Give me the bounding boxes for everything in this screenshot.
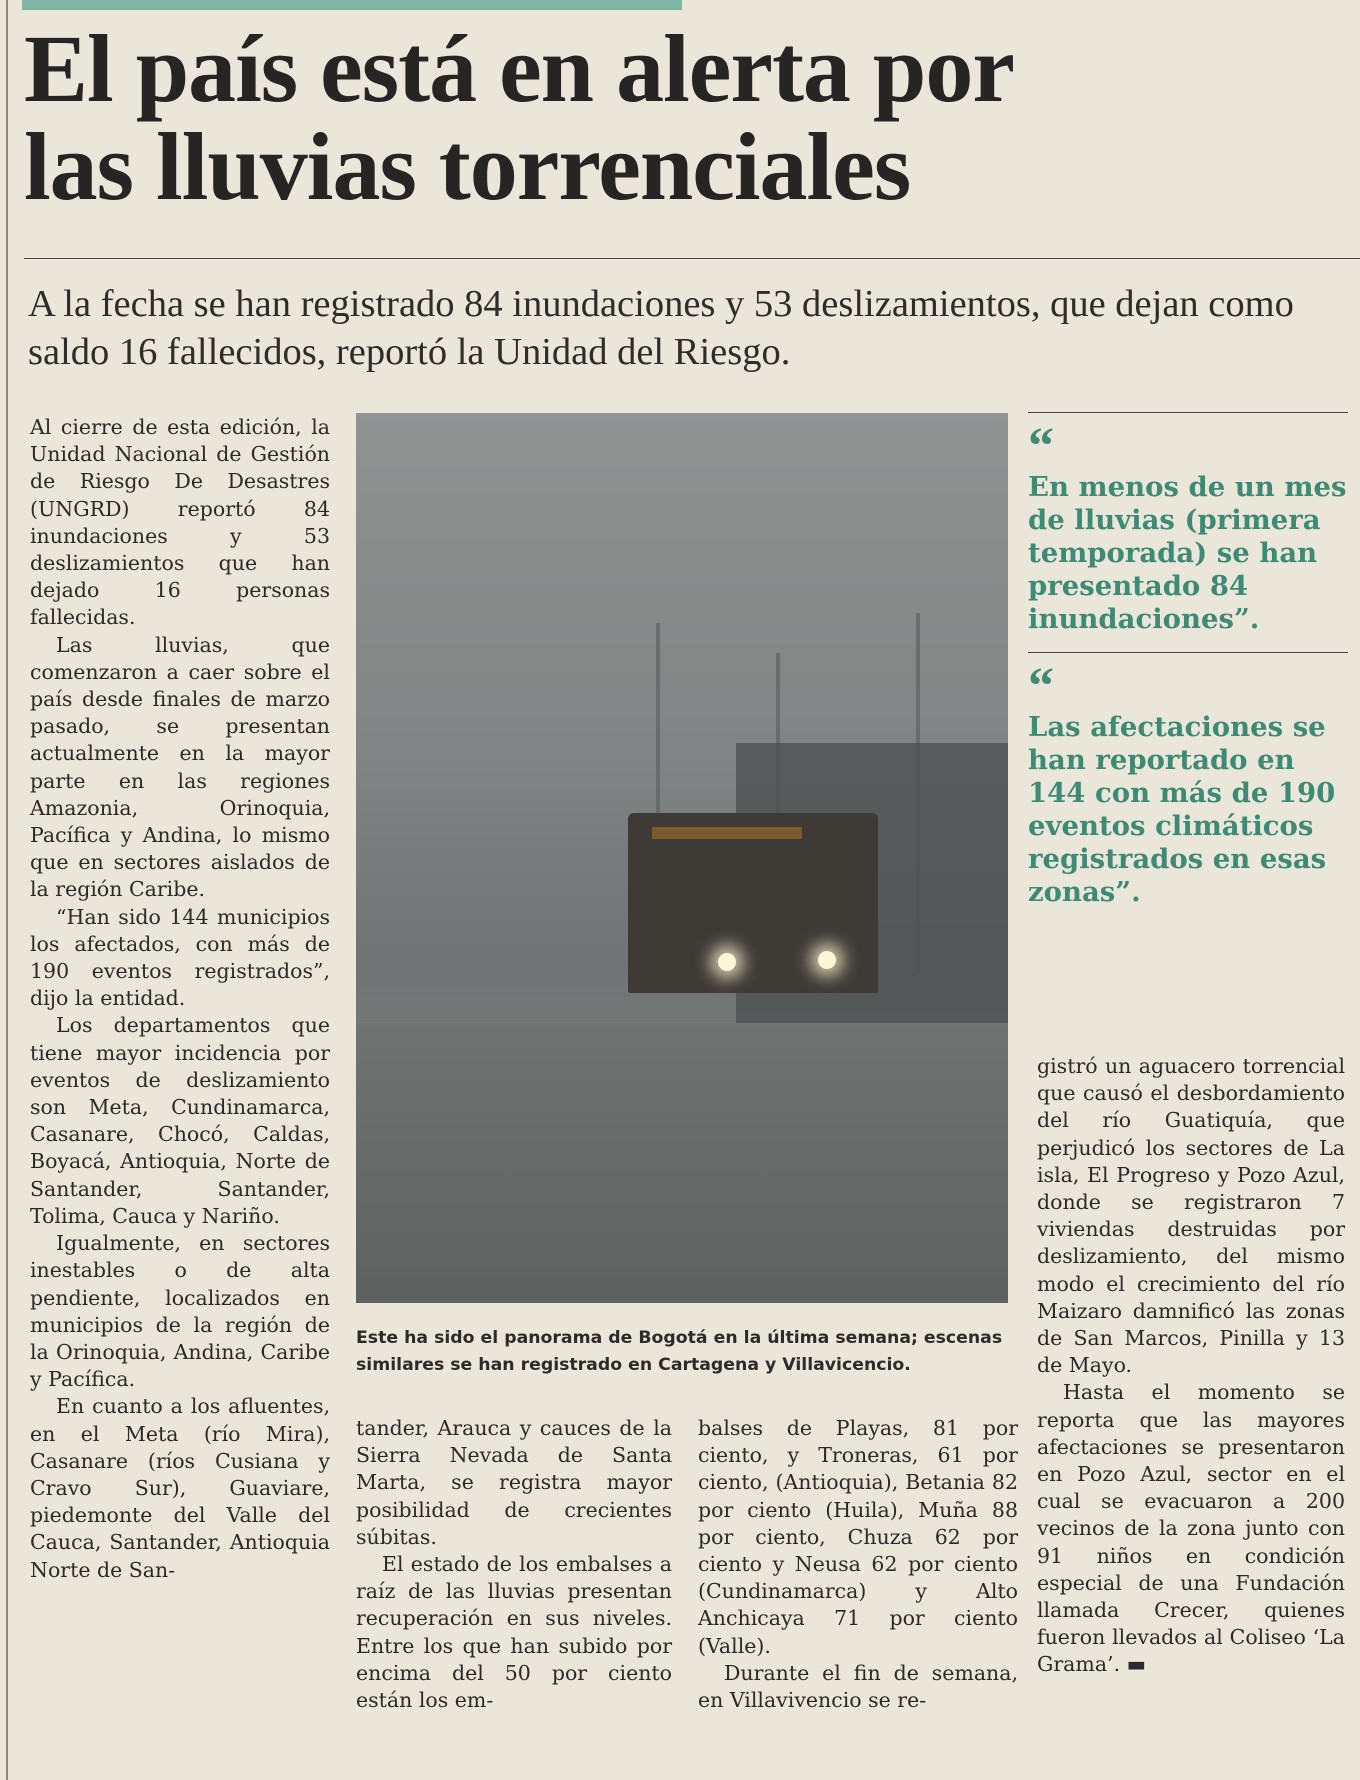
photo-caption: Este ha sido el panorama de Bogotá en la última semana; escenas similares se han registrado en Cartagena y Villavicencio. — [356, 1328, 1003, 1375]
paragraph: El estado de los embalses a raíz de las lluvias presentan recuperación en sus niveles. Entre los que han subido por encima del 50 por ciento están los em- — [356, 1552, 672, 1713]
pull-quote: En menos de un mes de lluvias (primera temporada) se han presentado 84 inundaciones”. — [1028, 471, 1347, 635]
quote-mark: “ — [1028, 418, 1054, 475]
paragraph: Las lluvias, que comenzaron a caer sobre el país desde finales de marzo pasado, se presentan actualmente en la mayor parte en las regiones Amazonia, Orinoquia, Pacífica y Andina, lo mismo que en sectores aislados de la región Caribe. — [30, 632, 330, 902]
bus — [628, 813, 878, 993]
news-photo-foggy-bus — [356, 413, 1008, 1303]
paragraph-text: Hasta el momento se reporta que las mayores afectaciones se presentaron en Pozo Azul, sector en el cual se evacuaron a 200 vecinos de la zona junto con 91 niños en condición especial de una Fundación llamada Crecer, quienes fueron llevados al Coliseo ‘La Grama’. — [1037, 1380, 1345, 1677]
section-color-bar — [22, 0, 682, 10]
paragraph: gistró un aguacero torrencial que causó el desbordamiento del río Guatiquía, que perjudicó los sectores de La isla, El Progreso y Pozo Azul, donde se registraron 7 viviendas destruidas por deslizamiento, del mismo modo el crecimiento del río Maizaro damnificó las zonas de San Marcos, Pinilla y 13 de Mayo. — [1037, 1054, 1345, 1378]
paragraph — [1037, 1379, 1345, 1678]
paragraph: tander, Arauca y cauces de la Sierra Nevada de Santa Marta, se registra mayor posibilidad de crecientes súbitas. — [356, 1416, 672, 1549]
paragraph: Los departamentos que tiene mayor incidencia por eventos de deslizamiento son Meta, Cundinamarca, Casanare, Chocó, Caldas, Boyacá, Antioquia, Norte de Santander, Santander, Tolima, Cauca y Nariño. — [30, 1013, 330, 1228]
paragraph: Al cierre de esta edición, la Unidad Nacional de Gestión de Riesgo De Desastres (UNGRD) reportó 84 inundaciones y 53 deslizamientos que han dejado 16 personas fallecidas. — [30, 415, 330, 630]
article-column-1 — [30, 414, 330, 1584]
quote-mark: “ — [1028, 658, 1054, 715]
article-column-4 — [1037, 1053, 1345, 1679]
article-column-2 — [356, 1415, 672, 1714]
road-surface — [356, 1023, 1008, 1303]
bus-destination-sign — [652, 827, 802, 839]
article-column-3 — [698, 1415, 1018, 1714]
paragraph: balses de Playas, 81 por ciento, y Troneras, 61 por ciento, (Antioquia), Betania 82 por ciento (Huila), Muña 88 por ciento, Chuza 62 por ciento y Neusa 62 por ciento (Cundinamarca) y Alto Anchicaya 71 por ciento (Valle). — [698, 1416, 1018, 1658]
page-edge — [6, 0, 8, 1780]
pull-quotes — [1028, 412, 1348, 925]
quote-divider — [1028, 412, 1348, 413]
paragraph: Durante el fin de semana, en Villavivencio se re- — [698, 1660, 1018, 1713]
bus-headlight — [818, 951, 836, 969]
paragraph: “Han sido 144 municipios los afectados, con más de 190 eventos registrados”, dijo la entidad. — [30, 904, 330, 1011]
headline: El país está en alerta por las lluvias torrenciales — [24, 15, 1013, 220]
quote-divider — [1028, 652, 1348, 653]
pull-quote: Las afectaciones se han reportado en 144 con más de 190 eventos climáticos registrados en esas zonas”. — [1028, 711, 1336, 908]
end-of-article-mark: ▬ — [1126, 1652, 1146, 1677]
subheadline: A la fecha se han registrado 84 inundaciones y 53 deslizamientos, que dejan como saldo 16 fallecidos, reportó la Unidad del Riesgo. — [28, 283, 1294, 373]
headline-divider — [24, 258, 1360, 259]
bus-headlight — [718, 953, 736, 971]
paragraph: Igualmente, en sectores inestables o de alta pendiente, localizados en municipios de la región de la Orinoquia, Andina, Caribe y Pacífica. — [30, 1231, 330, 1392]
paragraph: En cuanto a los afluentes, en el Meta (río Mira), Casanare (ríos Cusiana y Cravo Sur), Guaviare, piedemonte del Valle del Cauca, Santander, Antioquia Norte de San- — [30, 1394, 330, 1582]
